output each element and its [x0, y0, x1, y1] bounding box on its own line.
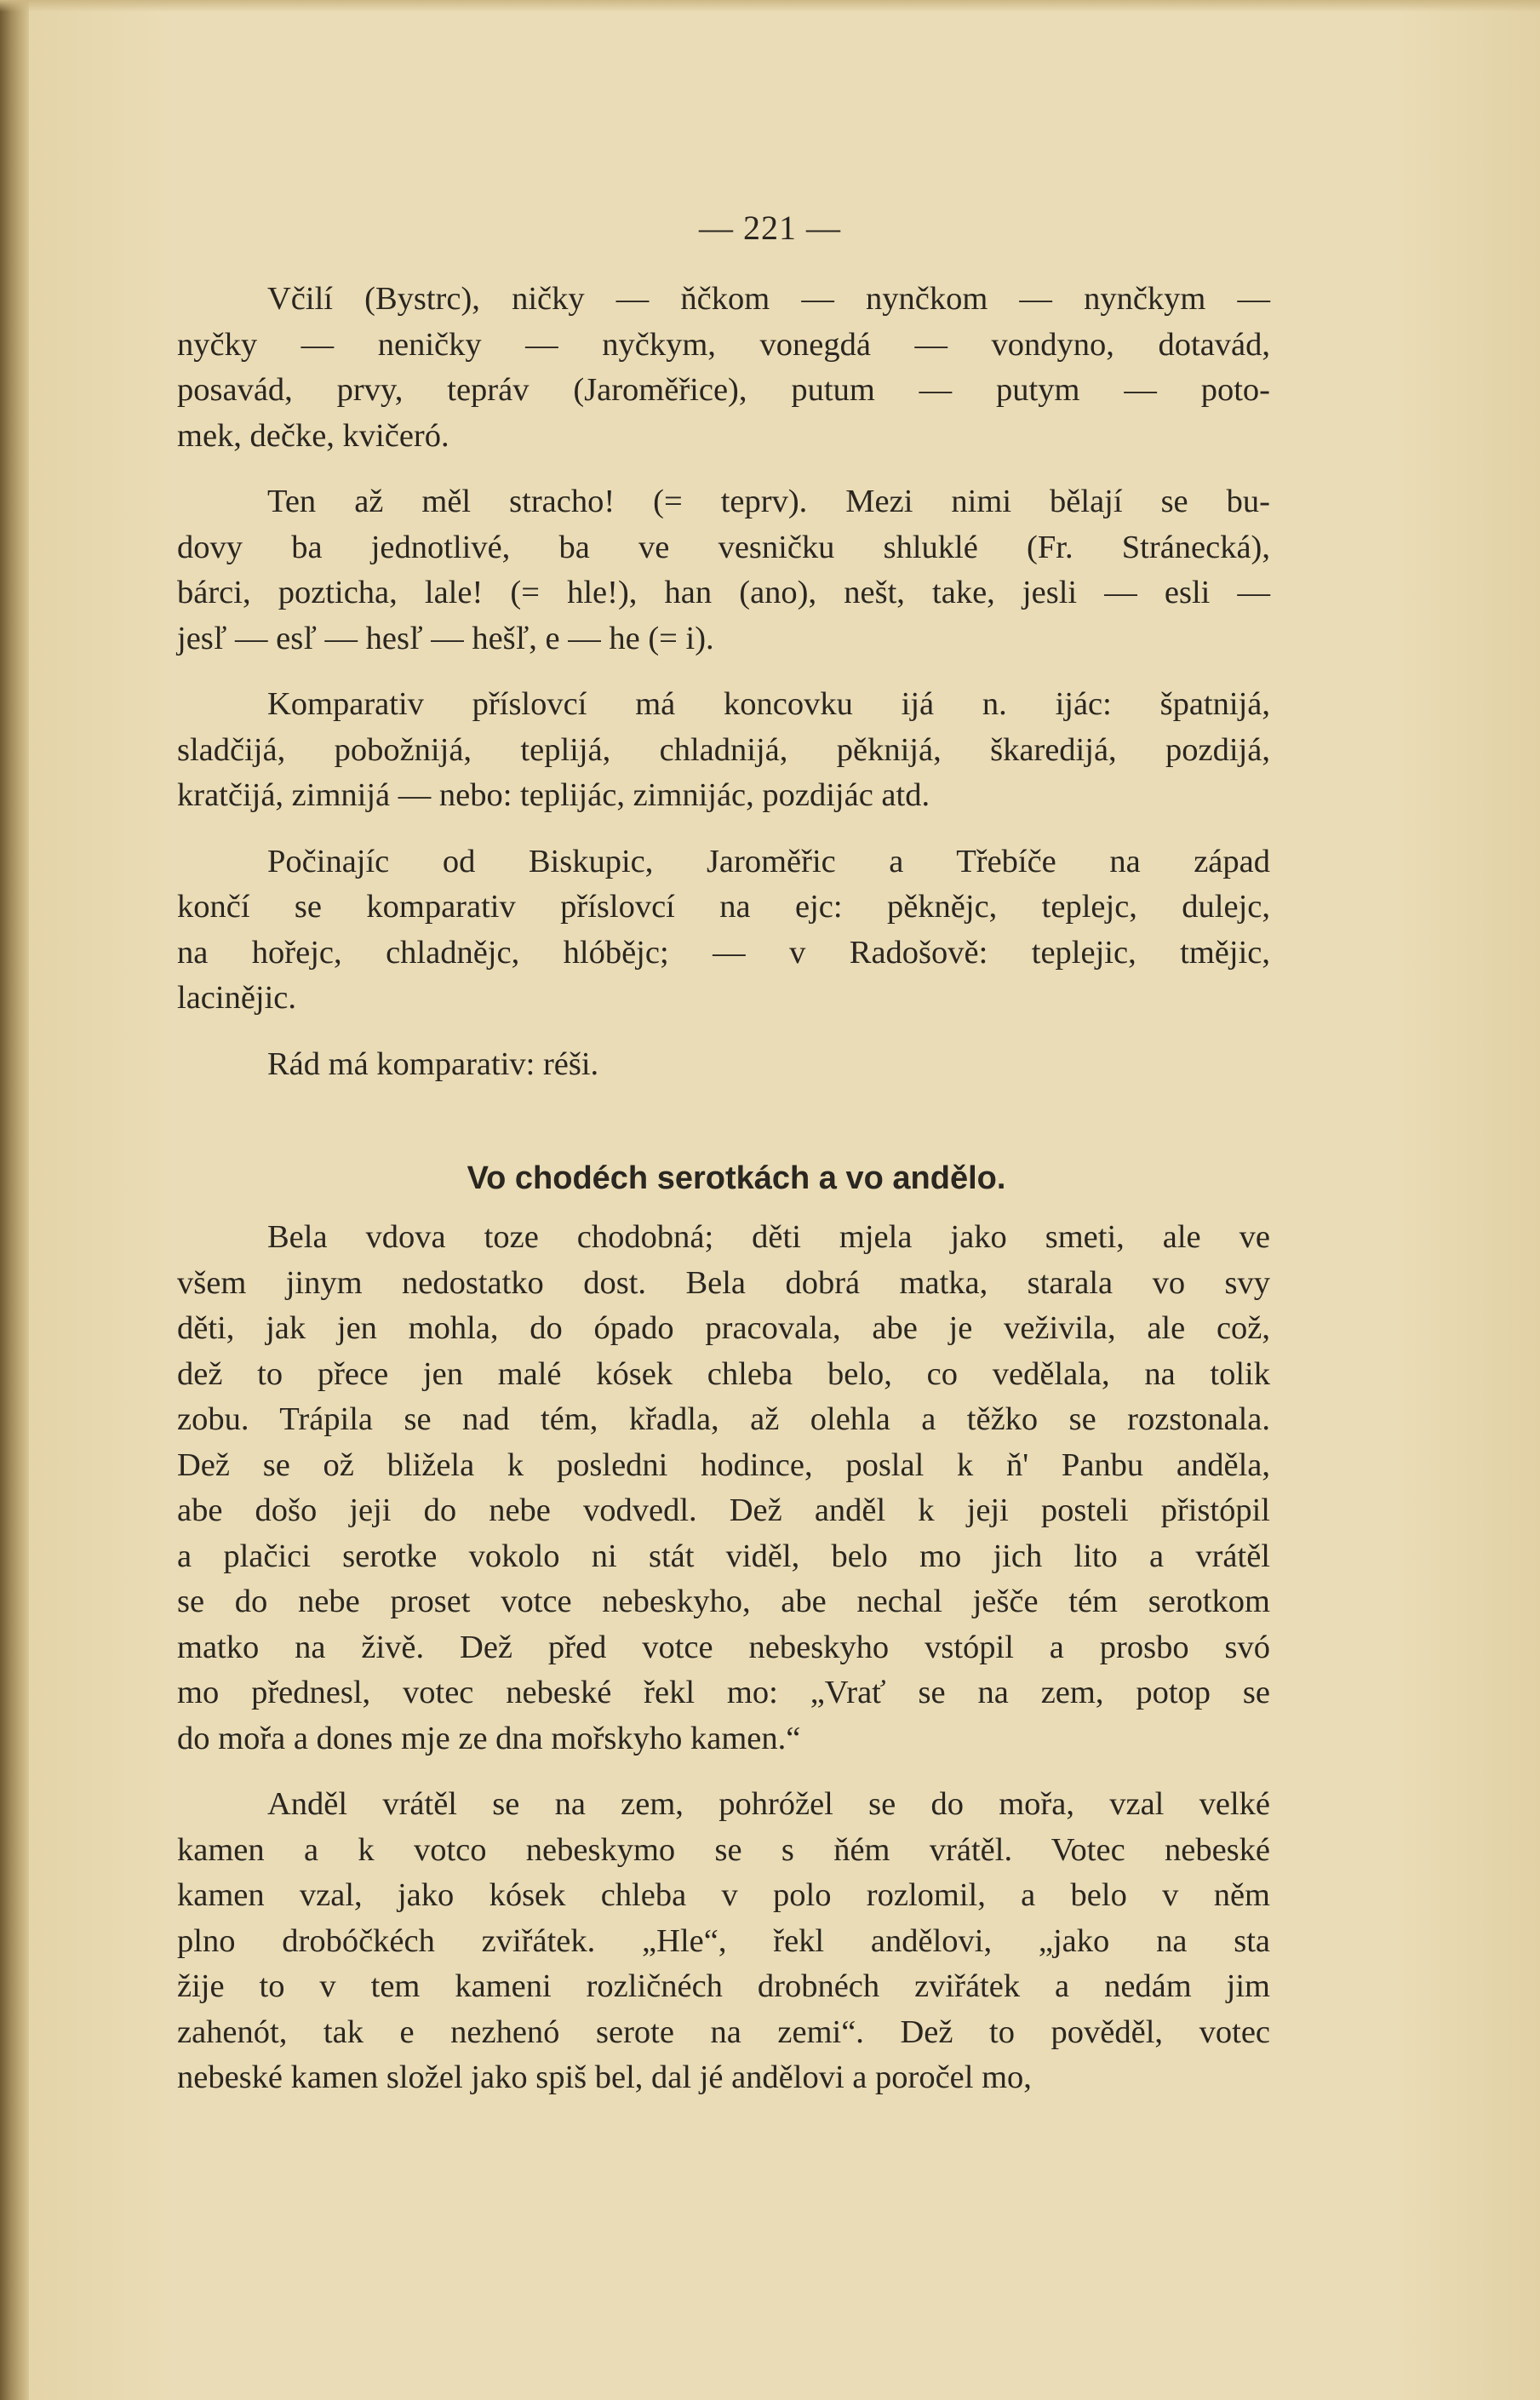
text-line: končí se komparativ příslovcí na ejc: pěknějc, teplejc, dulejc, — [177, 889, 1270, 925]
text-line: do mořa a dones mje ze dna mořskyho kamen.“ — [177, 1720, 801, 1756]
text-line: laciněјic. — [177, 980, 297, 1016]
text-line: plno drobóčkéch zviřátek. „Hle“, řekl andělovi, „jako na sta — [177, 1922, 1270, 1959]
paragraph — [177, 479, 1270, 662]
text-line: matko na živě. Dež před votce nebeskyho vstópil a prosbo svó — [177, 1629, 1270, 1665]
text-line: a plačici serotke vokolo ni stát viděl, belo mo jich lito a vrátěl — [177, 1538, 1270, 1574]
text-line: Komparativ příslovcí má koncovku ijá n. ijác: špatnijá, — [267, 686, 1270, 722]
text-line: mo přednesl, votec nebeské řekl mo: „Vrať se na zem, potop se — [177, 1675, 1270, 1710]
text-line: Dež se ož bližela k posledni hodince, poslal k ň' Panbu anděla, — [177, 1446, 1270, 1483]
text-line: Rád má komparativ: réši. — [267, 1045, 599, 1082]
text-line: kamen a k votco nebeskymo se s ňém vrátěl. Votec nebeské — [177, 1831, 1270, 1868]
text-line: Počinajíc od Biskupic, Jaroměřic a Třebíče na západ — [267, 843, 1270, 879]
text-line: Včilí (Bystrc), ničky — ňčkom — nynčkom — nynčkym — — [267, 281, 1270, 317]
text-line: žije to v tem kameni rozličnéch drobnéch zviřátek a nedám jim — [177, 1968, 1270, 2004]
text-line: posavád, prvy, tepráv (Jaroměřice), putum — putym — poto- — [177, 372, 1270, 408]
text-line: Anděl vrátěl se na zem, pohróžel se do mořa, vzal velké — [267, 1786, 1270, 1822]
text-line: sladčijá, pobožnijá, teplijá, chladnijá, pěknijá, škaredijá, pozdijá, — [177, 731, 1270, 768]
paragraph — [177, 1215, 1270, 1761]
text-line: děti, jak jen mohla, do ópado pracovala, abe je veživila, ale což, — [177, 1310, 1270, 1346]
text-line: kamen vzal, jako kósek chleba v polo rozlomil, a belo v něm — [177, 1877, 1270, 1913]
text-line: se do nebe proset votce nebeskyho, abe nechal ješče tém serotkom — [177, 1584, 1270, 1619]
paragraph — [177, 839, 1270, 1022]
text-line: zobu. Trápila se nad tém, křadla, až olehla a těžko se rozstonala. — [177, 1401, 1270, 1437]
text-line: Bela vdova toze chodobná; děti mjela jako smeti, ale ve — [267, 1219, 1270, 1255]
text-line: dovy ba jednotlivé, ba ve vesničku shluklé (Fr. Stránecká), — [177, 529, 1270, 565]
section-story — [177, 1215, 1270, 2101]
paragraph — [177, 1042, 1270, 1088]
text-line: kratčijá, zimnijá — nebo: teplijác, zimnijác, pozdijác atd. — [177, 777, 930, 813]
paragraph — [177, 277, 1270, 459]
section-comparative-notes — [177, 277, 1270, 1087]
story-heading: Vo chodéch serotkách a vo andělo. — [467, 1160, 1006, 1196]
text-line: na hořejc, chladnějc, hlóbějc; — v Radošově: teplejic, tmějic, — [177, 934, 1270, 971]
text-line: jesľ — esľ — hesľ — hešľ, e — he (= i). — [177, 620, 714, 656]
text-line: bárci, pozticha, lale! (= hle!), han (ano), nešt, take, jesli — esli — — [177, 575, 1270, 610]
paragraph — [177, 682, 1270, 819]
text-line: mek, dečke, kvičeró. — [177, 417, 449, 454]
text-line: nebeské kamen složel jako spiš bel, dal jé andělovi a poročel mo, — [177, 2059, 1032, 2095]
text-line: zahenót, tak e nezhenó serote na zemi“. Dež to pověděl, votec — [177, 2013, 1270, 2050]
text-line: všem jinym nedostatko dost. Bela dobrá matka, starala vo svy — [177, 1264, 1270, 1301]
text-line: abe došo jeji do nebe vodvedl. Dež anděl k jeji posteli přistópil — [177, 1492, 1270, 1528]
page-body — [177, 277, 1270, 2122]
text-line: nyčky — neničky — nyčkym, vonegdá — vondyno, dotavád, — [177, 326, 1270, 363]
text-line: dež to přece jen malé kósek chleba belo, co vedělala, na tolik — [177, 1355, 1270, 1392]
page-number: — 221 — — [699, 209, 841, 247]
page-spine-shadow — [0, 0, 29, 2400]
page-top-edge — [0, 0, 1540, 12]
text-line: Ten až měl stracho! (= teprv). Mezi nimi bělají se bu- — [267, 484, 1270, 519]
paragraph — [177, 1782, 1270, 2101]
